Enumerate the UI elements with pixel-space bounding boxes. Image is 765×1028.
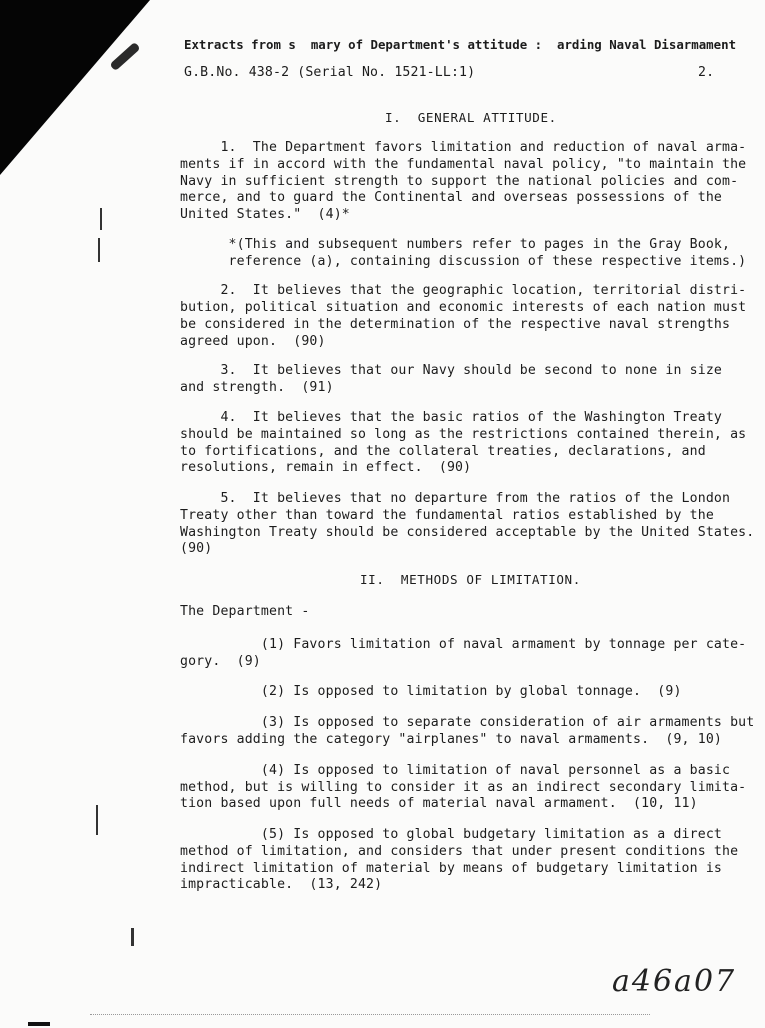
paragraph-line: 1. The Department favors limitation and reduction of naval arma-	[180, 140, 747, 155]
paragraph-line: to fortifications, and the collateral treaties, declarations, and	[180, 444, 706, 459]
list-item-line: gory. (9)	[180, 654, 261, 669]
paragraph-line: Navy in sufficient strength to support the national policies and com-	[180, 174, 739, 189]
list-item-line: indirect limitation of material by means of budgetary limitation is	[180, 861, 722, 876]
list-item-line: (1) Favors limitation of naval armament by tonnage per cate-	[180, 637, 747, 652]
paragraph-line: Washington Treaty should be considered acceptable by the United States.	[180, 525, 755, 540]
footnote-line: reference (a), containing discussion of these respective items.)	[180, 254, 747, 269]
list-item-line: (5) Is opposed to global budgetary limitation as a direct	[180, 827, 722, 842]
list-item-line: favors adding the category "airplanes" to naval armaments. (9, 10)	[180, 732, 722, 747]
margin-mark	[100, 208, 102, 230]
paragraph-line: merce, and to guard the Continental and overseas possessions of the	[180, 190, 722, 205]
paragraph-line: be considered in the determination of the respective naval strengths	[180, 317, 731, 332]
list-item-line: method, but is willing to consider it as an indirect secondary limita-	[180, 780, 747, 795]
list-item-line: (4) Is opposed to limitation of naval personnel as a basic	[180, 763, 731, 778]
paragraph-line: (90)	[180, 541, 213, 556]
document-header-title: Extracts from s mary of Department's attitude : arding Naval Disarmament	[184, 37, 737, 52]
paragraph-line: 2. It believes that the geographic location, territorial distri-	[180, 283, 747, 298]
paragraph-line: ments if in accord with the fundamental naval policy, "to maintain the	[180, 157, 747, 172]
paragraph-line: United States." (4)*	[180, 207, 350, 222]
paragraph-line: bution, political situation and economic interests of each nation must	[180, 300, 747, 315]
paragraph-line: 5. It believes that no departure from the ratios of the London	[180, 491, 731, 506]
paragraph-line: agreed upon. (90)	[180, 334, 326, 349]
paragraph-line: The Department -	[180, 604, 310, 619]
paragraph-line: 4. It believes that the basic ratios of the Washington Treaty	[180, 410, 722, 425]
paragraph-line: resolutions, remain in effect. (90)	[180, 460, 472, 475]
handwritten-file-number: a46a07	[612, 964, 737, 999]
paragraph-line: and strength. (91)	[180, 380, 334, 395]
list-item-line: method of limitation, and considers that under present conditions the	[180, 844, 739, 859]
bottom-scan-mark	[28, 1022, 50, 1026]
document-reference: G.B.No. 438-2 (Serial No. 1521-LL:1)	[184, 65, 476, 80]
margin-mark	[98, 238, 100, 262]
margin-mark	[131, 928, 134, 946]
paragraph-line: 3. It believes that our Navy should be second to none in size	[180, 363, 722, 378]
list-item-line: (2) Is opposed to limitation by global tonnage. (9)	[180, 684, 682, 699]
footnote-line: *(This and subsequent numbers refer to pages in the Gray Book,	[180, 237, 731, 252]
bottom-scan-rule	[90, 1014, 650, 1015]
section-heading-methods-of-limitation: II. METHODS OF LIMITATION.	[360, 572, 581, 587]
paragraph-line: Treaty other than toward the fundamental ratios established by the	[180, 508, 714, 523]
paragraph-line: should be maintained so long as the restrictions contained therein, as	[180, 427, 747, 442]
scan-corner-shadow	[0, 0, 150, 175]
page-number: 2.	[698, 65, 715, 80]
list-item-line: (3) Is opposed to separate consideration of air armaments but	[180, 715, 755, 730]
list-item-line: tion based upon full needs of material naval armament. (10, 11)	[180, 796, 698, 811]
margin-mark	[96, 805, 98, 835]
list-item-line: impracticable. (13, 242)	[180, 877, 383, 892]
section-heading-general-attitude: I. GENERAL ATTITUDE.	[385, 110, 557, 125]
